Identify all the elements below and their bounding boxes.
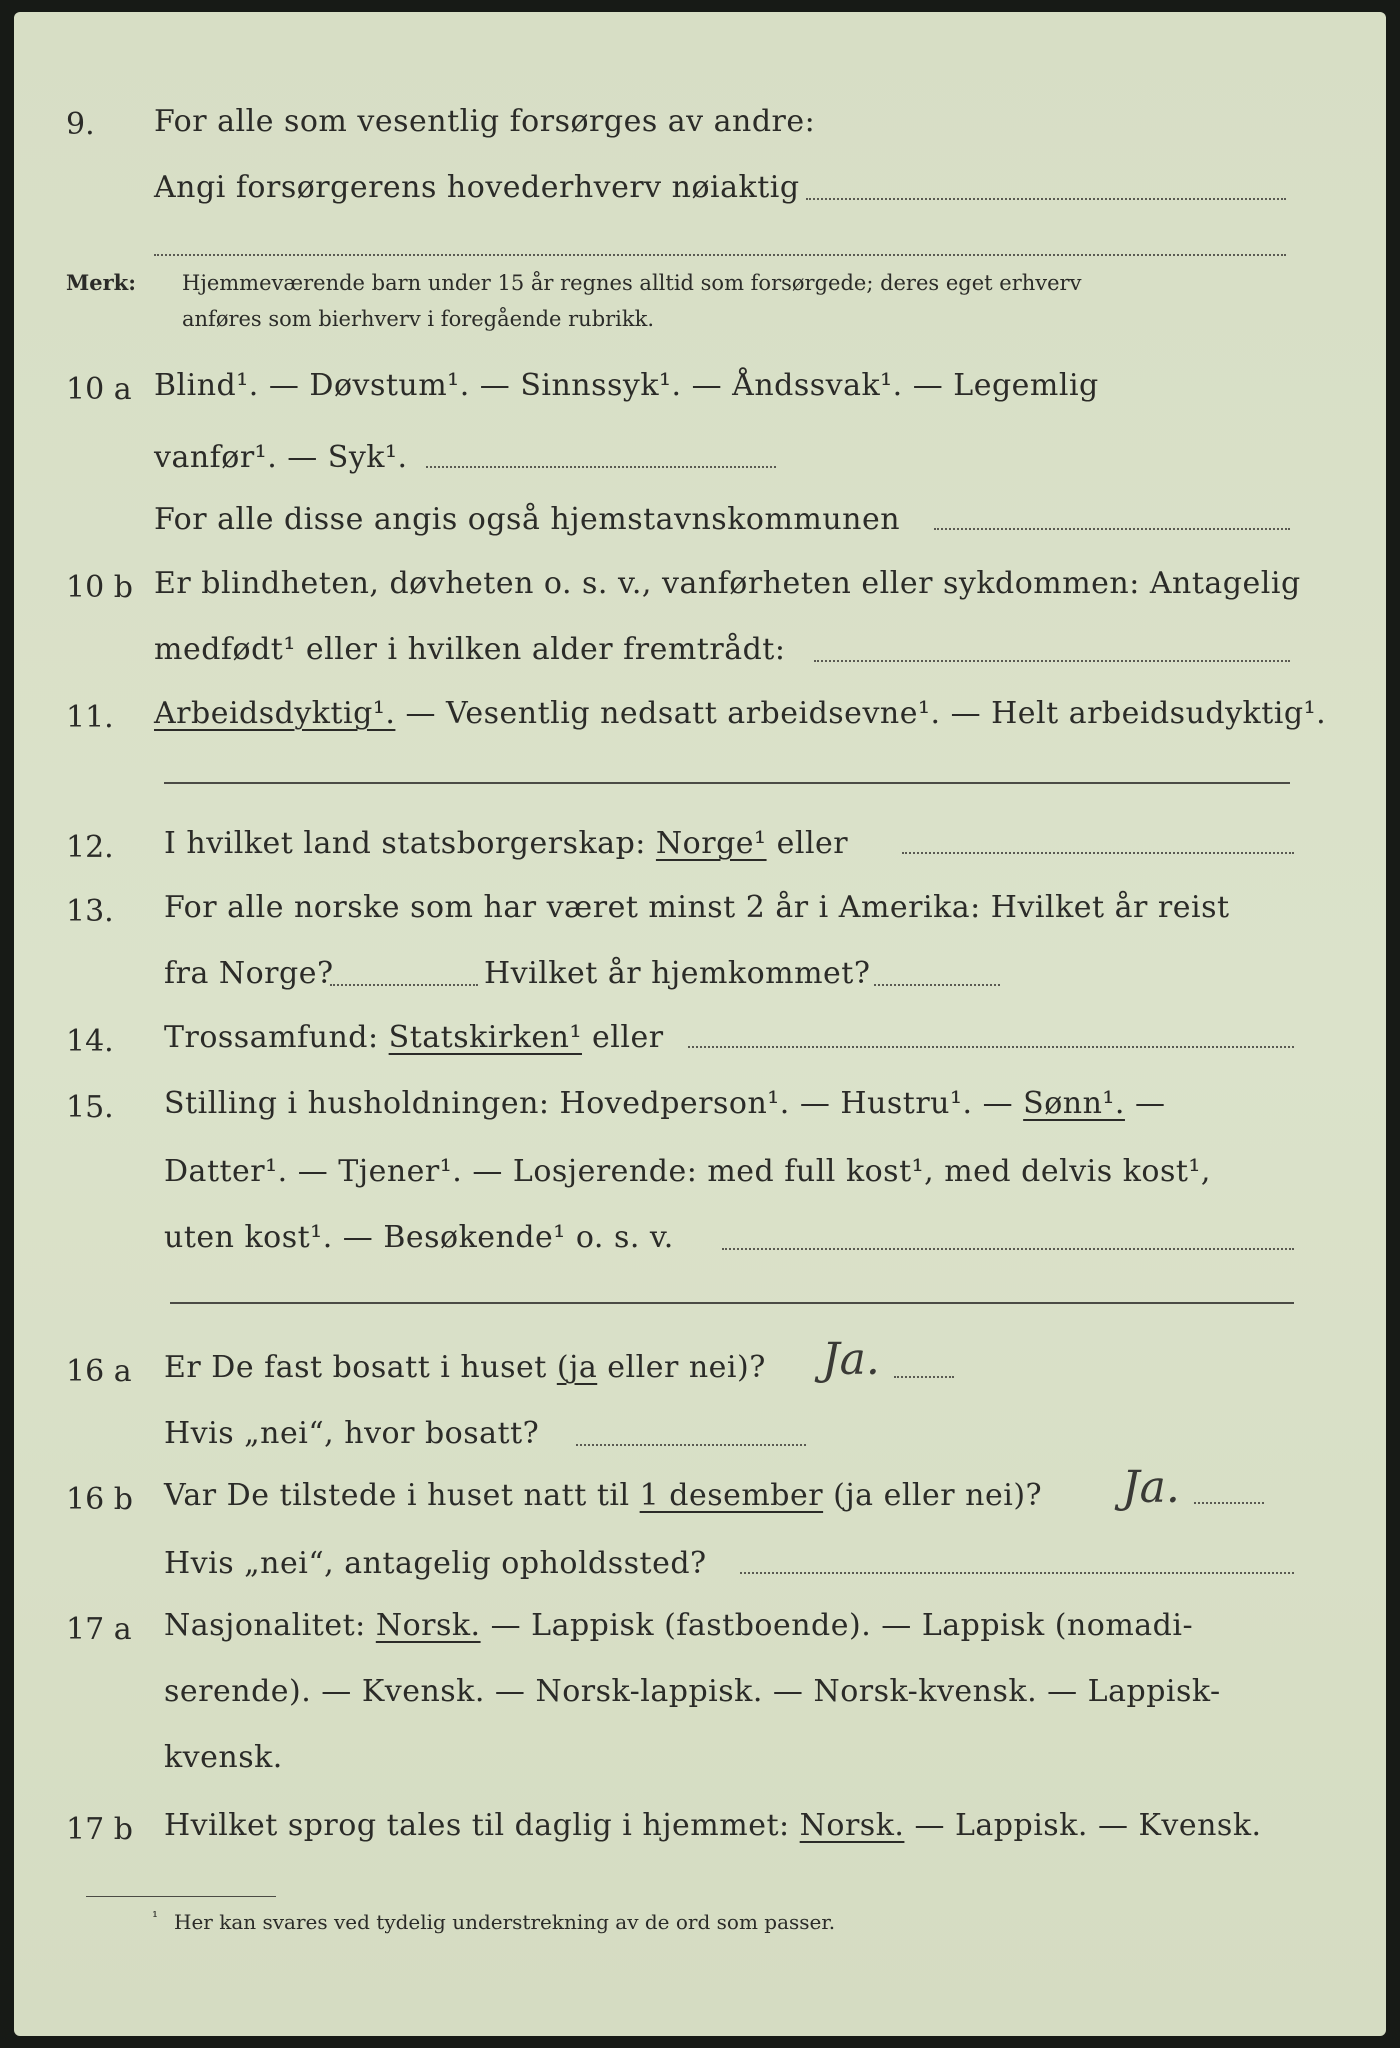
q16b-opholdssted-line xyxy=(740,1572,1294,1574)
q12-number: 12. xyxy=(66,830,114,865)
q11-rest: — Vesentlig nedsatt arbeidsevne¹. — Helt arbeidsudyktig¹. xyxy=(395,696,1327,731)
q12-answer-line xyxy=(902,852,1294,854)
q17b-selected: Norsk. xyxy=(799,1808,905,1843)
q10b-line2: medfødt¹ eller i hvilken alder fremtrådt: xyxy=(154,632,786,667)
q10a-line3: For alle disse angis også hjemstavnskommunen xyxy=(154,502,901,537)
q12-selected: Norge¹ xyxy=(655,826,767,861)
merk-label: Merk: xyxy=(66,270,136,295)
merk-line2: anføres som bierhverv i foregående rubrikk. xyxy=(182,307,655,331)
q12-line: I hvilket land statsborgerskap: Norge¹ eller xyxy=(164,826,849,861)
q9-answer-line xyxy=(806,198,1286,200)
q10a-answer-line xyxy=(426,466,776,468)
merk-line1: Hjemmeværende barn under 15 år regnes alltid som forsørgede; deres eget erhverv xyxy=(182,271,1082,295)
q13-line1: For alle norske som har været minst 2 år i Amerika: Hvilket år reist xyxy=(164,890,1230,925)
q15-selected: Sønn¹. xyxy=(1023,1086,1125,1121)
footnote-text: Her kan svares ved tydelig understrekning av de ord som passer. xyxy=(174,1910,836,1934)
q16b-handwritten-answer: Ja. xyxy=(1122,1462,1180,1513)
footnote-rule xyxy=(86,1896,276,1897)
q14-selected: Statskirken¹ xyxy=(388,1020,582,1055)
q16b-answer-line xyxy=(1194,1502,1264,1504)
q16b-selected: 1 desember xyxy=(639,1478,824,1513)
q16b-line2: Hvis „nei“, antagelig opholdssted? xyxy=(164,1546,707,1581)
q9-line1: For alle som vesentlig forsørges av andre: xyxy=(154,104,816,139)
q10b-number: 10 b xyxy=(66,570,133,605)
q17b-number: 17 b xyxy=(66,1812,133,1847)
q16a-number: 16 a xyxy=(66,1354,132,1389)
q10a-line2: vanfør¹. — Syk¹. xyxy=(154,440,408,475)
q11-number: 11. xyxy=(66,700,114,735)
q16a-answer-line xyxy=(894,1376,954,1378)
q16a-line2: Hvis „nei“, hvor bosatt? xyxy=(164,1416,540,1451)
q15-line3: uten kost¹. — Besøkende¹ o. s. v. xyxy=(164,1220,674,1255)
q10a-hjemstavn-line xyxy=(934,528,1290,530)
q10a-number: 10 a xyxy=(66,372,132,407)
q16a-selected: (ja xyxy=(556,1350,598,1385)
q16b-line1: Var De tilstede i huset natt til 1 desember (ja eller nei)? xyxy=(164,1478,1043,1513)
q16a-bosatt-line xyxy=(576,1444,806,1446)
q15-line2: Datter¹. — Tjener¹. — Losjerende: med full kost¹, med delvis kost¹, xyxy=(164,1154,1211,1189)
q16a-line1: Er De fast bosatt i huset (ja eller nei)? xyxy=(164,1350,766,1385)
q15-rule xyxy=(170,1302,1294,1304)
q17a-line3: kvensk. xyxy=(164,1740,283,1775)
q13-reist-line xyxy=(330,984,478,986)
q13-number: 13. xyxy=(66,894,114,929)
q11-selected: Arbeidsdyktig¹. xyxy=(154,696,396,731)
q15-number: 15. xyxy=(66,1090,114,1125)
q14-line: Trossamfund: Statskirken¹ eller xyxy=(164,1020,664,1055)
q14-answer-line xyxy=(688,1046,1294,1048)
q17a-selected: Norsk. xyxy=(375,1608,481,1643)
footnote-mark: ¹ xyxy=(152,1908,159,1926)
q10a-line1: Blind¹. — Døvstum¹. — Sinnssyk¹. — Åndssvak¹. — Legemlig xyxy=(154,368,1099,403)
q10b-line1: Er blindheten, døvheten o. s. v., vanførheten eller sykdommen: Antagelig xyxy=(154,566,1301,601)
q13-line2a: fra Norge? xyxy=(164,956,334,991)
q16b-number: 16 b xyxy=(66,1482,133,1517)
q11-line xyxy=(154,696,1326,731)
q15-line1: Stilling i husholdningen: Hovedperson¹. — Hustru¹. — Sønn¹. — xyxy=(164,1086,1166,1121)
q10b-answer-line xyxy=(814,660,1290,662)
q9-line2: Angi forsørgerens hovederhverv nøiaktig xyxy=(154,170,800,205)
q17a-line1: Nasjonalitet: Norsk. — Lappisk (fastboende). — Lappisk (nomadi- xyxy=(164,1608,1194,1643)
q17b-line: Hvilket sprog tales til daglig i hjemmet: Norsk. — Lappisk. — Kvensk. xyxy=(164,1808,1262,1843)
q13-line2b: Hvilket år hjemkommet? xyxy=(484,956,871,991)
q13-hjemkommet-line xyxy=(874,984,1000,986)
q17a-line2: serende). — Kvensk. — Norsk-lappisk. — Norsk-kvensk. — Lappisk- xyxy=(164,1674,1221,1709)
q16a-handwritten-answer: Ja. xyxy=(822,1334,880,1385)
q15-answer-line xyxy=(722,1248,1294,1250)
q14-number: 14. xyxy=(66,1024,114,1059)
q11-rule xyxy=(164,782,1290,784)
q9-answer-line-2 xyxy=(154,254,1286,256)
q9-number: 9. xyxy=(66,107,95,142)
census-form-page xyxy=(14,12,1386,2036)
q17a-number: 17 a xyxy=(66,1612,132,1647)
